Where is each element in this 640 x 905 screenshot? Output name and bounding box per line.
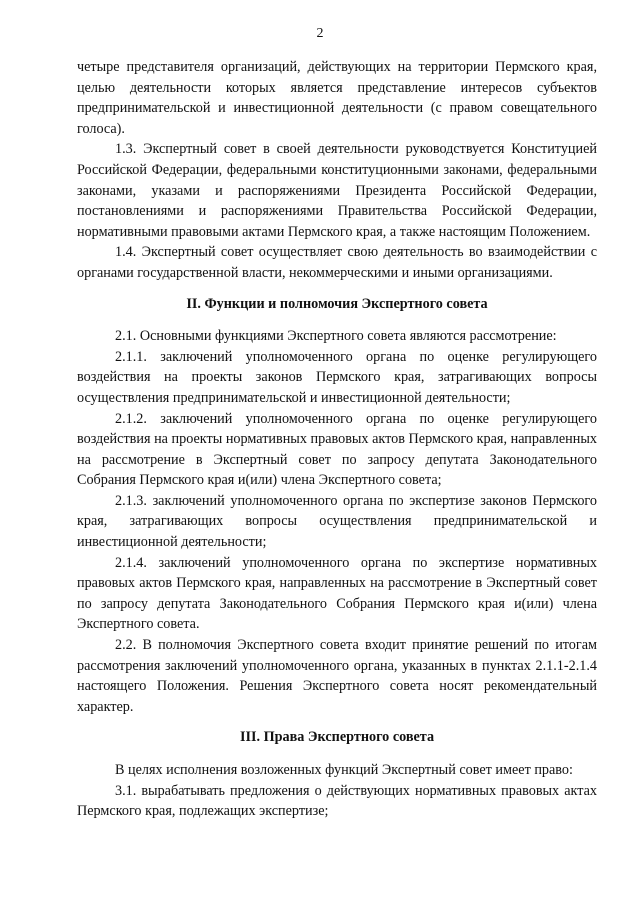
paragraph-2-2: 2.2. В полномочия Экспертного совета входит принятие решений по итогам рассмотрения заключений уполномоченного органа, указанных в пунктах 2.1.1-2.1.4 настоящего Положения. Решения Экспертного совета носят рекомендательный характер. [77,637,597,715]
paragraph-2-1: 2.1. Основными функциями Экспертного совета являются рассмотрение: [115,328,557,345]
document-body [77,57,597,822]
paragraph-3-1: 3.1. вырабатывать предложения о действующих нормативных правовых актах Пермского края, подлежащих экспертизе; [77,782,597,820]
paragraph-1-3: 1.3. Экспертный совет в своей деятельности руководствуется Конституцией Российской Федерации, федеральными конституционными законами, федеральными законами, указами и распоряжениями Президента Российской Федерации, постановлениями и распоряжениями Правительства Российской Федерации, нормативными правовыми актами Пермского края, а также настоящим Положением. [77,141,597,240]
paragraph-2-1-2: 2.1.2. заключений уполномоченного органа по оценке регулирующего воздействия на проекты нормативных правовых актов Пермского края, направленных на рассмотрение в Экспертный совет по запросу депутата Законодательного Собрания Пермского края и(или) члена Экспертного совета; [77,410,597,489]
paragraph-1-4: 1.4. Экспертный совет осуществляет свою деятельность во взаимодействии с органами государственной власти, некоммерческими и иными организациями. [77,244,597,281]
paragraph-2-1-1: 2.1.1. заключений уполномоченного органа по оценке регулирующего воздействия на проекты законов Пермского края, затрагивающих вопросы осуществления предпринимательской и инвестиционной деятельности; [77,348,597,406]
section-3-title: III. Права Экспертного совета [239,729,435,746]
paragraph-2-1-4: 2.1.4. заключений уполномоченного органа по экспертизе нормативных правовых актов Пермского края, направленных на рассмотрение в Экспертный совет по запросу депутата Законодательного Собрания Пермского края и(или) члена Экспертного совета. [77,554,597,633]
paragraph-intro: четыре представителя организаций, действующих на территории Пермского края, целью деятельности которых является представление интересов субъектов предпринимательской и инвестиционной деятельности (с правом совещательного голоса). [77,59,597,137]
section-2-title: II. Функции и полномочия Экспертного совета [186,295,488,312]
page-number: 2 [316,26,324,41]
paragraph-2-1-3: 2.1.3. заключений уполномоченного органа по экспертизе законов Пермского края, затрагивающих вопросы осуществления предпринимательской и инвестиционной деятельности; [77,492,597,551]
paragraph-3-intro: В целях исполнения возложенных функций Экспертный совет имеет право: [115,762,573,778]
